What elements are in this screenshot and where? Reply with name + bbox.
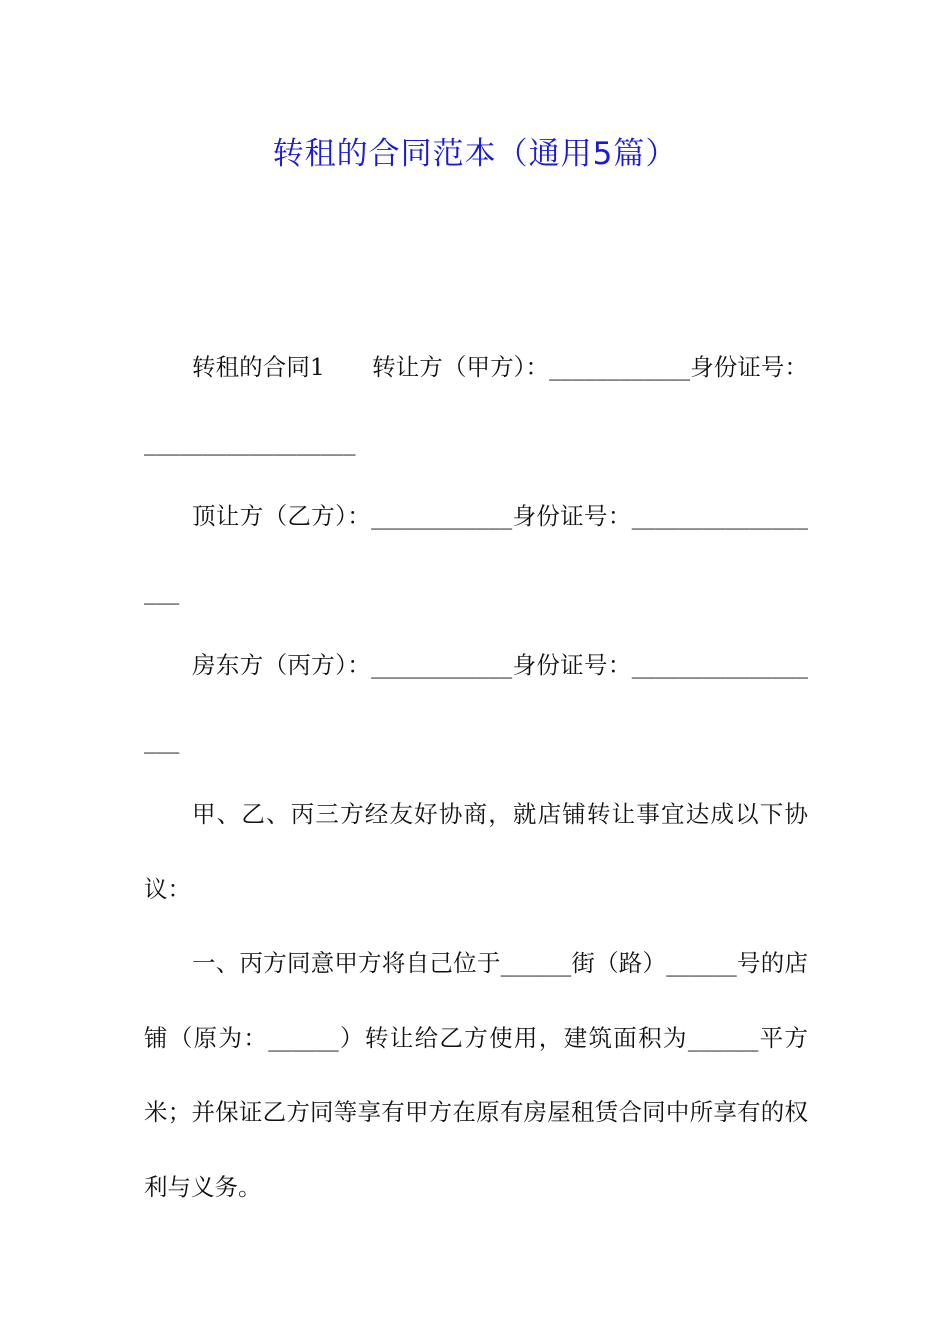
- document-body: [144, 330, 808, 1224]
- paragraph-agreement-intro: 甲、乙、丙三方经友好协商，就店铺转让事宜达成以下协议：: [144, 800, 808, 903]
- document-title: 转租的合同范本（通用5篇）: [272, 136, 678, 172]
- paragraph-transferee: 顶让方（乙方）：____________身份证号：__________________: [144, 502, 808, 605]
- paragraph-transferor: 转租的合同1 转让方（甲方）：____________身份证号：__________________: [144, 353, 808, 456]
- paragraph-clause-1: 一、丙方同意甲方将自己位于______街（路）______号的店铺（原为：______）转让给乙方使用，建筑面积为______平方米；并保证乙方同等享有甲方在原有房屋租赁合同中所享有的权利与义务。: [144, 949, 808, 1201]
- paragraph-landlord: 房东方（丙方）：____________身份证号：__________________: [144, 651, 808, 754]
